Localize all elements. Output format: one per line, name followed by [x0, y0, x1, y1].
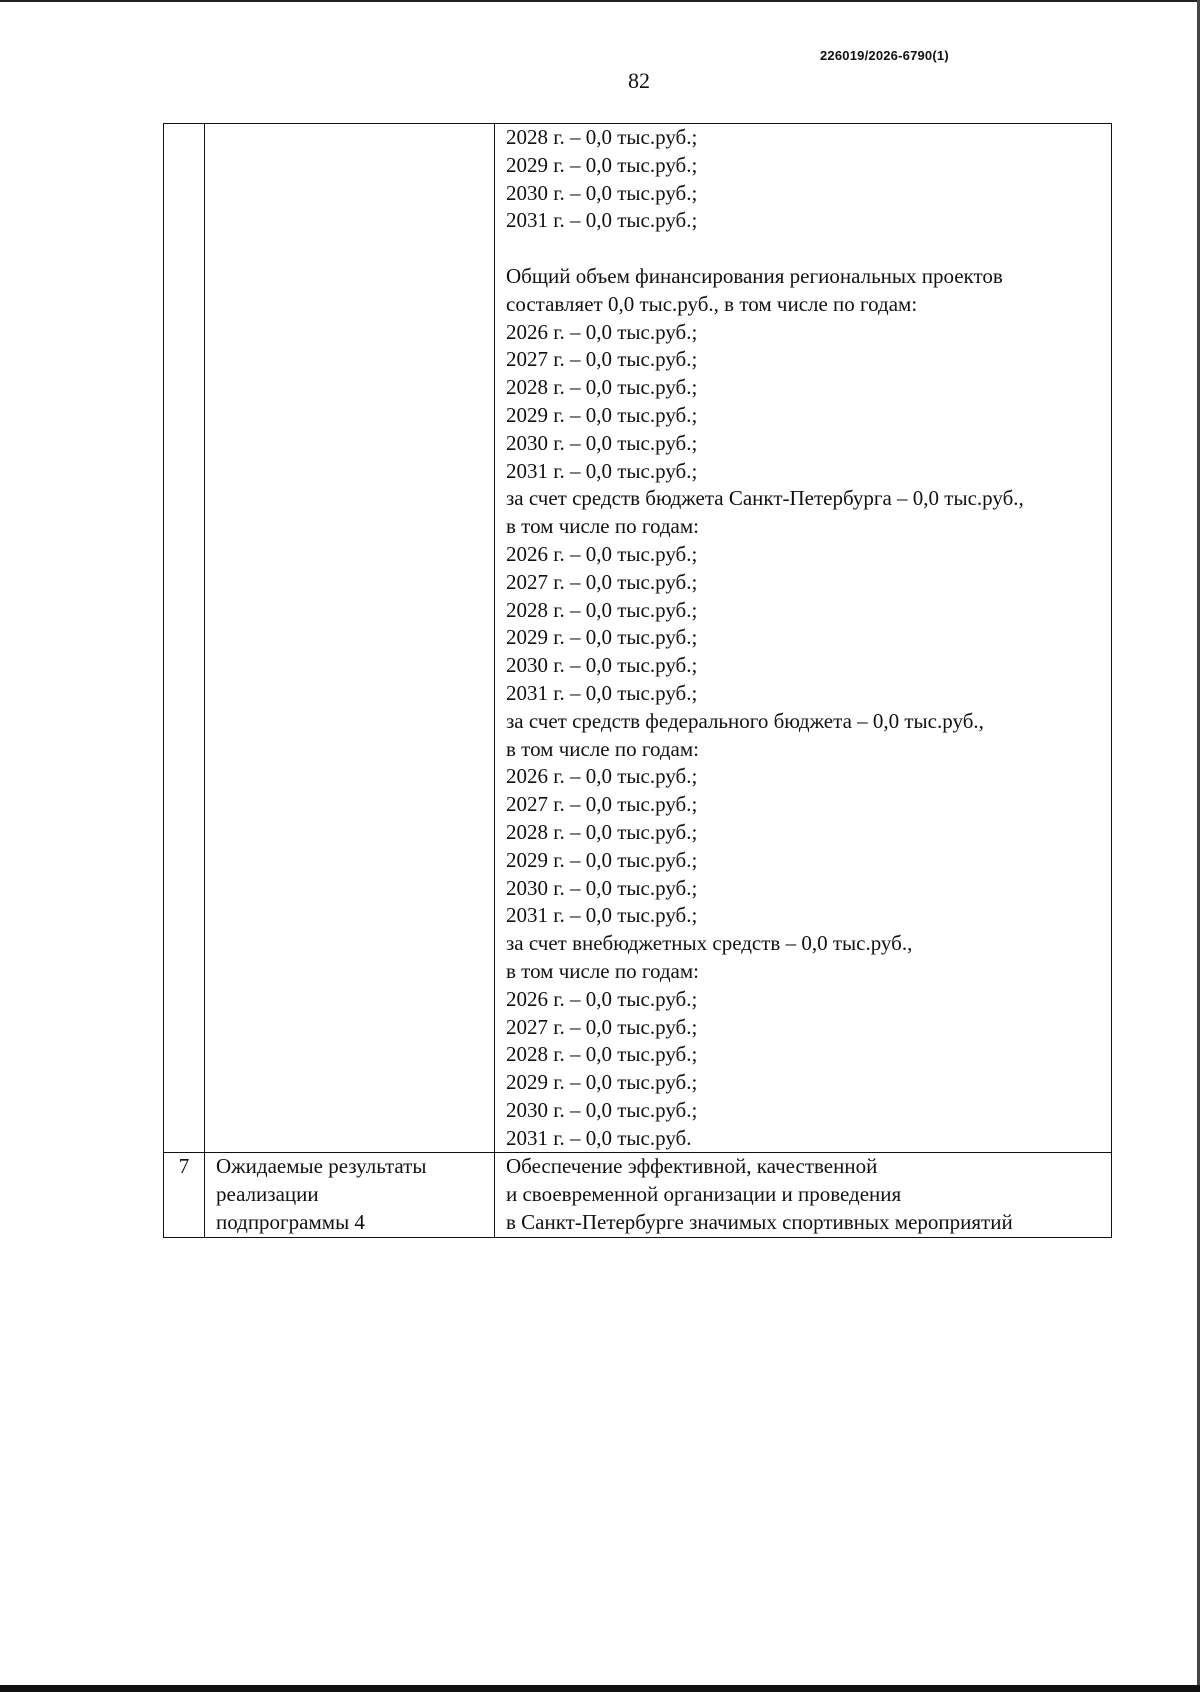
- row-number-cell: [164, 124, 205, 1153]
- financing-line: 2029 г. – 0,0 тыс.руб.;: [506, 1070, 698, 1095]
- scan-edge-top: [0, 0, 1200, 2]
- financing-line: 2031 г. – 0,0 тыс.руб.;: [506, 458, 698, 483]
- expected-results-text: [506, 1153, 1107, 1236]
- financing-details-cell: [495, 124, 1112, 1153]
- financing-line: Общий объем финансирования региональных проектов: [506, 263, 1003, 288]
- financing-line: в том числе по годам:: [506, 514, 699, 539]
- financing-line: 2027 г. – 0,0 тыс.руб.;: [506, 1014, 698, 1039]
- financing-line: 2028 г. – 0,0 тыс.руб.;: [506, 125, 698, 149]
- financing-line: 2026 г. – 0,0 тыс.руб.;: [506, 764, 698, 789]
- financing-line: 2031 г. – 0,0 тыс.руб.: [506, 1125, 692, 1150]
- financing-line: в том числе по годам:: [506, 958, 699, 983]
- financing-line: 2029 г. – 0,0 тыс.руб.;: [506, 152, 698, 177]
- financing-line: 2031 г. – 0,0 тыс.руб.;: [506, 208, 698, 233]
- result-line: и своевременной организации и проведения: [506, 1182, 902, 1207]
- financing-table: [163, 123, 1112, 1238]
- financing-line: 2030 г. – 0,0 тыс.руб.;: [506, 875, 698, 900]
- financing-line: 2027 г. – 0,0 тыс.руб.;: [506, 347, 698, 372]
- label-line: Ожидаемые результаты: [216, 1154, 427, 1179]
- scan-edge-bottom: [0, 1685, 1200, 1692]
- blank-line: [506, 235, 1107, 263]
- row-value-cell: [495, 1153, 1112, 1237]
- financing-line: 2026 г. – 0,0 тыс.руб.;: [506, 986, 698, 1011]
- financing-line: 2026 г. – 0,0 тыс.руб.;: [506, 319, 698, 344]
- financing-line: 2028 г. – 0,0 тыс.руб.;: [506, 819, 698, 844]
- label-line: реализации: [216, 1182, 319, 1207]
- financing-line: 2030 г. – 0,0 тыс.руб.;: [506, 1097, 698, 1122]
- financing-line: 2027 г. – 0,0 тыс.руб.;: [506, 792, 698, 817]
- financing-line: 2029 г. – 0,0 тыс.руб.;: [506, 847, 698, 872]
- financing-line: 2030 г. – 0,0 тыс.руб.;: [506, 180, 698, 205]
- expected-results-label: [216, 1153, 490, 1236]
- financing-line: в том числе по годам:: [506, 736, 699, 761]
- financing-line: за счет средств федерального бюджета – 0,0 тыс.руб.,: [506, 708, 984, 733]
- label-line: подпрограммы 4: [216, 1210, 365, 1235]
- financing-line: 2029 г. – 0,0 тыс.руб.;: [506, 625, 698, 650]
- financing-line: 2026 г. – 0,0 тыс.руб.;: [506, 541, 698, 566]
- financing-line: за счет средств бюджета Санкт-Петербурга – 0,0 тыс.руб.,: [506, 486, 1024, 511]
- financing-line: составляет 0,0 тыс.руб., в том числе по годам:: [506, 291, 918, 316]
- financing-line: 2029 г. – 0,0 тыс.руб.;: [506, 402, 698, 427]
- financing-line: 2031 г. – 0,0 тыс.руб.;: [506, 903, 698, 928]
- page-number: 82: [628, 68, 650, 93]
- financing-line: 2028 г. – 0,0 тыс.руб.;: [506, 1042, 698, 1067]
- financing-line: 2027 г. – 0,0 тыс.руб.;: [506, 569, 698, 594]
- financing-line: 2030 г. – 0,0 тыс.руб.;: [506, 430, 698, 455]
- result-line: Обеспечение эффективной, качественной: [506, 1154, 878, 1179]
- row-label-cell: [205, 124, 495, 1153]
- financing-line: за счет внебюджетных средств – 0,0 тыс.руб.,: [506, 931, 913, 956]
- row-number-cell: 7: [164, 1153, 205, 1237]
- document-id: 226019/2026-6790(1): [820, 48, 949, 63]
- financing-line: 2031 г. – 0,0 тыс.руб.;: [506, 680, 698, 705]
- financing-line: 2028 г. – 0,0 тыс.руб.;: [506, 375, 698, 400]
- row-label-cell: [205, 1153, 495, 1237]
- financing-line: 2030 г. – 0,0 тыс.руб.;: [506, 653, 698, 678]
- financing-line: 2028 г. – 0,0 тыс.руб.;: [506, 597, 698, 622]
- financing-lines-top: [506, 124, 1107, 235]
- table-row-continuation: [164, 124, 1112, 1153]
- table-row-7: [164, 1153, 1112, 1237]
- result-line: в Санкт-Петербурге значимых спортивных мероприятий: [506, 1210, 1013, 1235]
- financing-lines-main: [506, 263, 1107, 1153]
